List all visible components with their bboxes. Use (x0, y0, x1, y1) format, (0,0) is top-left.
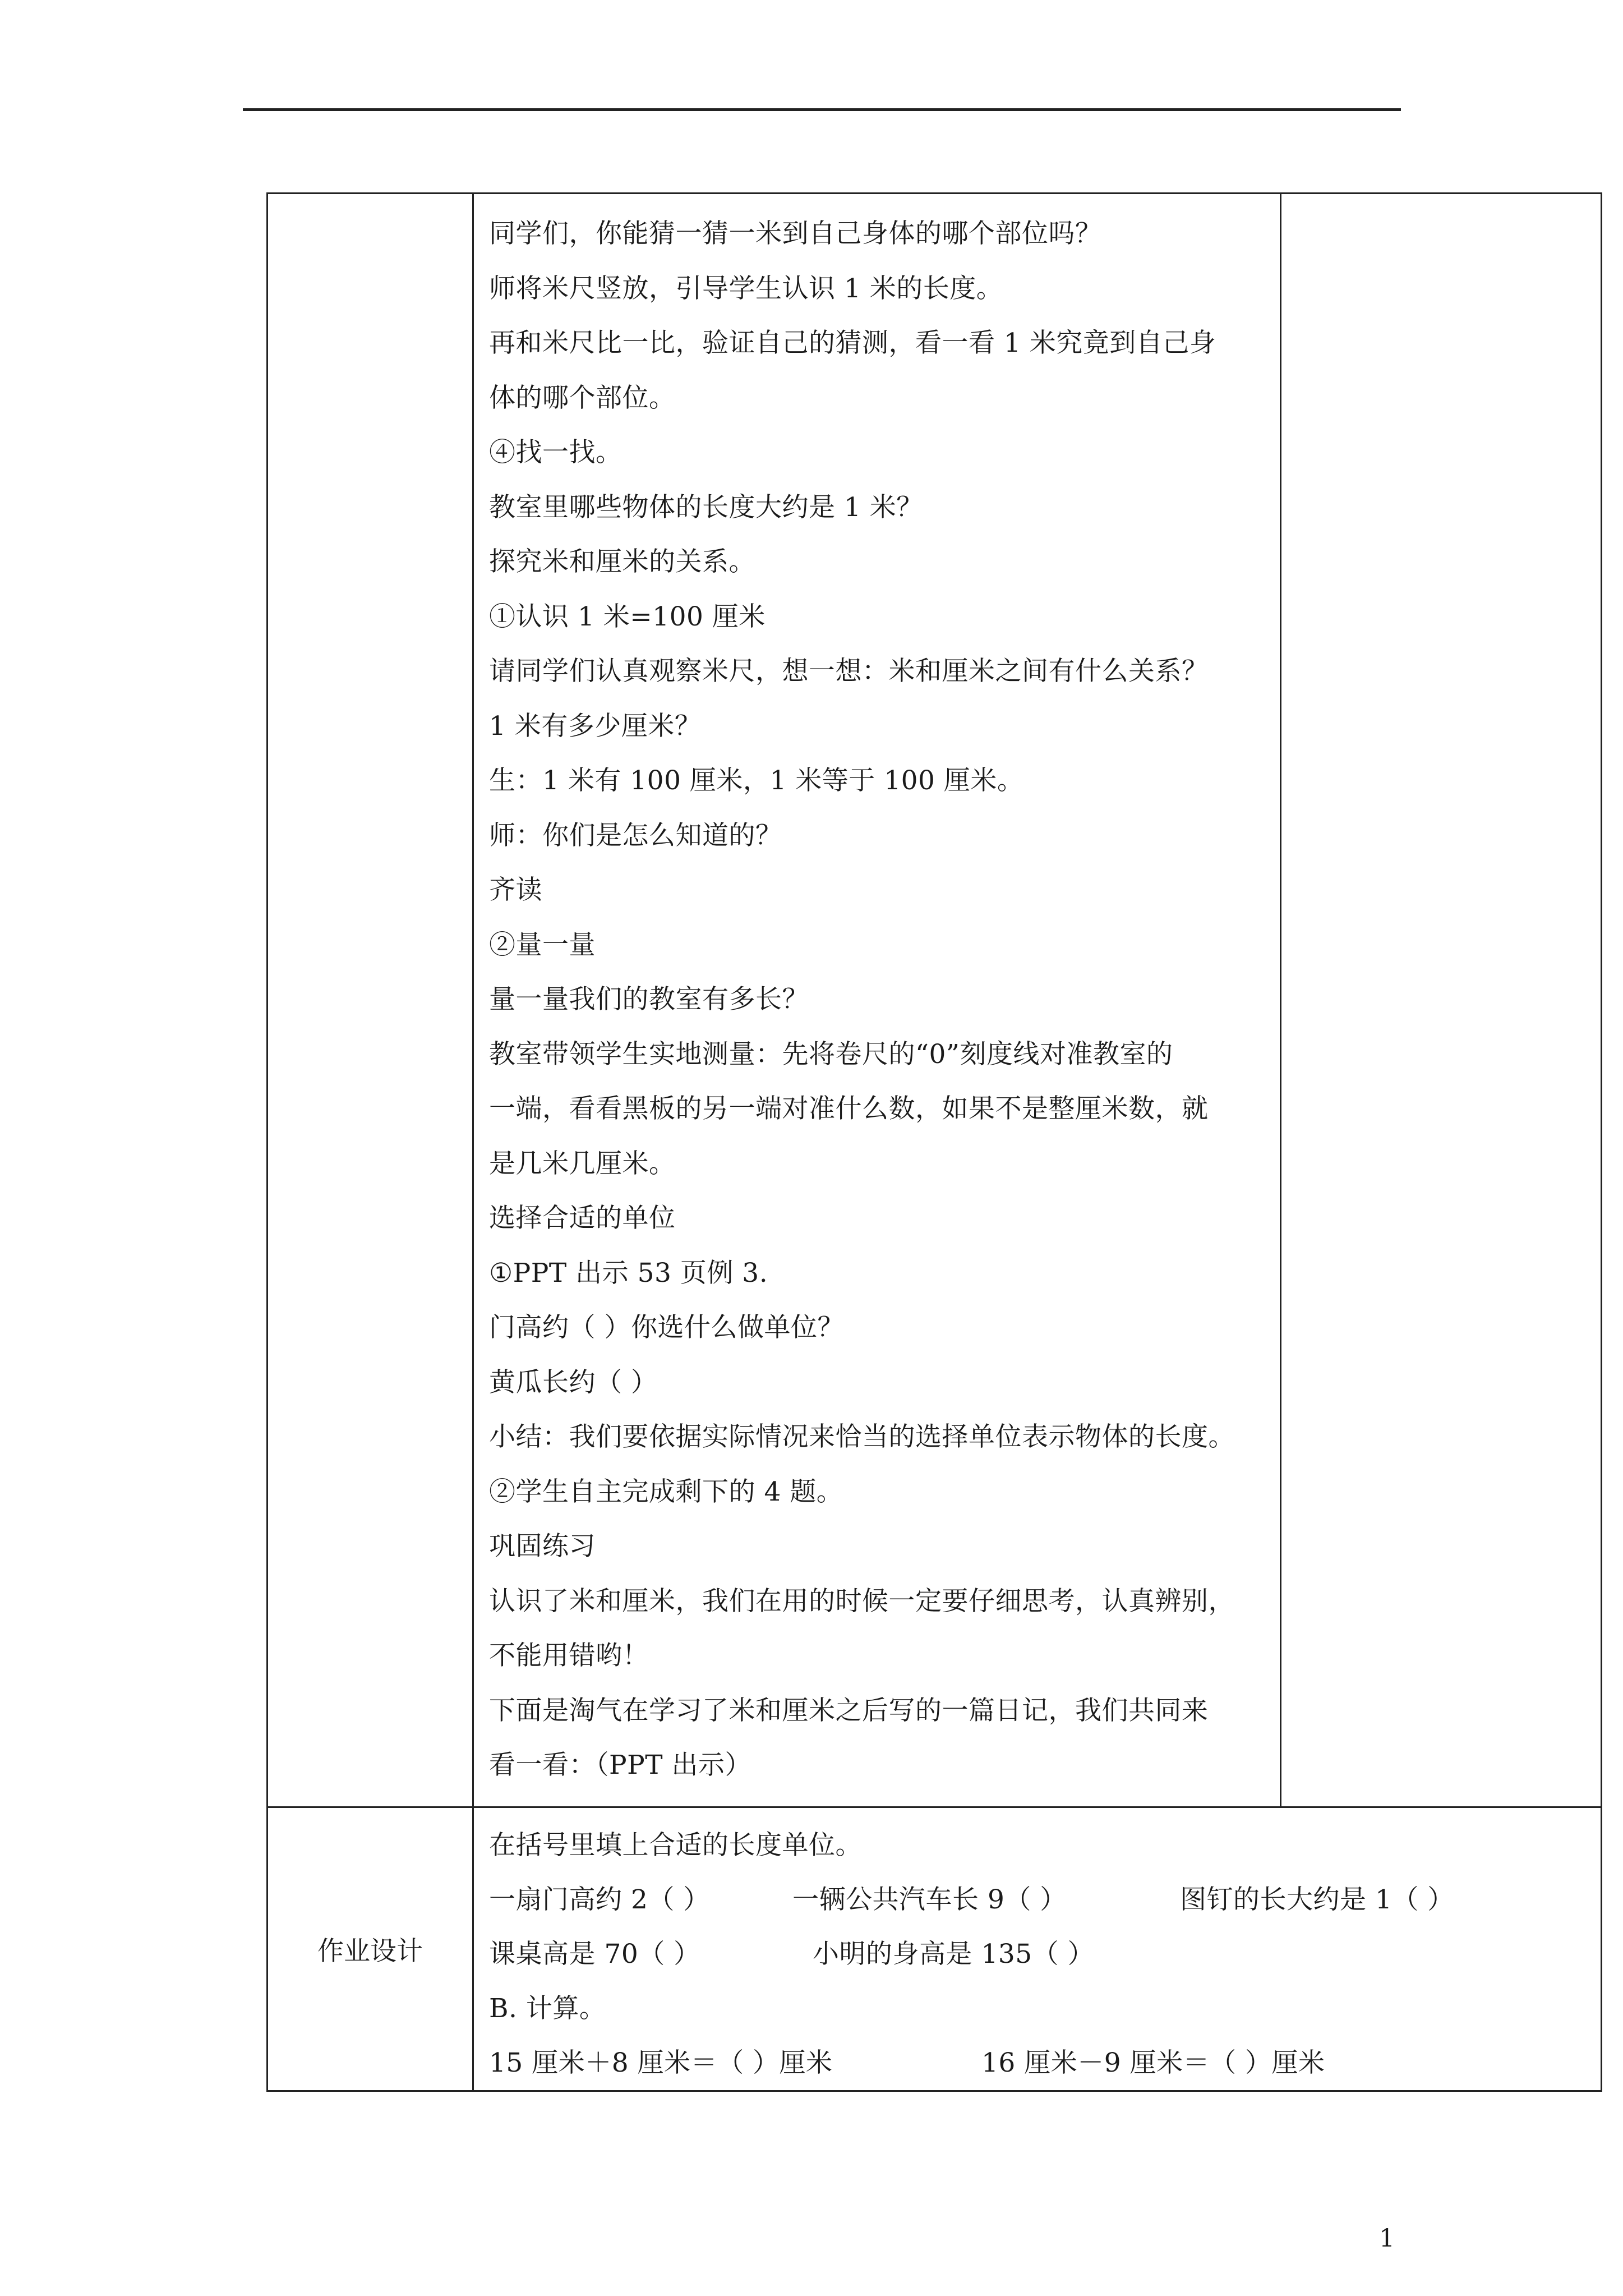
homework-content (474, 1808, 1601, 2090)
process-line: 请同学们认真观察米尺，想一想：米和厘米之间有什么关系？ (489, 656, 1209, 687)
homework-label-cell (268, 1807, 473, 2091)
process-line: 选择合适的单位 (489, 1203, 676, 1234)
calc-title: B. 计算。 (489, 1993, 606, 2024)
process-line: 门高约（ ）你选什么做单位？ (489, 1312, 844, 1343)
lesson-plan-table (266, 192, 1602, 2092)
fill-item-desk: 课桌高是 70（ ） (489, 1939, 700, 1970)
process-line: 体的哪个部位。 (489, 382, 676, 413)
process-line: 教室里哪些物体的长度大约是 1 米？ (489, 491, 923, 523)
process-line: 是几米几厘米。 (489, 1148, 676, 1179)
process-line: ①认识 1 米=100 厘米 (489, 601, 766, 632)
fill-item-height: 小明的身高是 135（ ） (813, 1939, 1095, 1970)
homework-fill-row-1 (489, 1872, 1601, 1927)
process-line: 黄瓜长约（ ） (489, 1366, 658, 1398)
process-line: 同学们，你能猜一猜一米到自己身体的哪个部位吗？ (489, 218, 1102, 249)
process-line: 教室带领学生实地测量：先将卷尺的“0”刻度线对准教室的 (489, 1038, 1173, 1070)
fill-item-door: 一扇门高约 2（ ） (489, 1884, 710, 1915)
homework-intro-row (489, 1818, 1601, 1872)
fill-item-pushpin: 图钉的长大约是 1（ ） (1180, 1884, 1454, 1915)
process-line: 再和米尺比一比，验证自己的猜测，看一看 1 米究竟到自己身 (489, 328, 1216, 358)
process-line: 看一看：（PPT 出示） (489, 1750, 752, 1780)
header-rule (243, 108, 1401, 111)
homework-intro: 在括号里填上合适的长度单位。 (489, 1830, 862, 1861)
teaching-process-content (474, 194, 1280, 1793)
homework-label: 作业设计 (317, 1936, 423, 1967)
teaching-process-cell (473, 194, 1281, 1807)
process-line: 下面是淘气在学习了米和厘米之后写的一篇日记，我们共同来 (489, 1695, 1209, 1726)
process-line: 不能用错哟！ (489, 1640, 649, 1671)
homework-fill-row-2 (489, 1927, 1601, 1981)
process-line: 生：1 米有 100 厘米，1 米等于 100 厘米。 (489, 765, 1024, 796)
process-line: 巩固练习 (489, 1531, 596, 1562)
calc-item-add: 15 厘米＋8 厘米＝（ ）厘米 (489, 2047, 833, 2078)
process-line: 探究米和厘米的关系。 (489, 546, 755, 577)
teaching-process-row (268, 194, 1602, 1807)
process-line: 师：你们是怎么知道的？ (489, 820, 782, 851)
fill-item-bus: 一辆公共汽车长 9（ ） (792, 1884, 1067, 1915)
process-line: 一端，看看黑板的另一端对准什么数，如果不是整厘米数，就 (489, 1093, 1209, 1124)
calc-item-subtract: 16 厘米－9 厘米＝（ ）厘米 (981, 2047, 1325, 2078)
process-line: 小结：我们要依据实际情况来恰当的选择单位表示物体的长度。 (489, 1421, 1235, 1452)
process-line: 齐读 (489, 875, 542, 905)
homework-calc-row (489, 2036, 1601, 2090)
notes-cell (1281, 194, 1602, 1807)
process-line: ②量一量 (489, 929, 596, 960)
process-line: 1 米有多少厘米？ (489, 710, 702, 742)
process-line: ①PPT 出示 53 页例 3. (489, 1257, 768, 1289)
process-line: 师将米尺竖放，引导学生认识 1 米的长度。 (489, 273, 1003, 304)
page-number: 1 (1379, 2224, 1395, 2253)
process-line: 认识了米和厘米，我们在用的时候一定要仔细思考，认真辨别， (489, 1585, 1235, 1617)
stage-label-cell (268, 194, 473, 1807)
process-line: ④找一找。 (489, 437, 623, 468)
process-line: ②学生自主完成剩下的 4 题。 (489, 1476, 843, 1507)
homework-row (268, 1807, 1602, 2091)
homework-content-cell (473, 1807, 1602, 2091)
process-line: 量一量我们的教室有多长？ (489, 984, 809, 1015)
homework-calc-title-row (489, 1981, 1601, 2036)
